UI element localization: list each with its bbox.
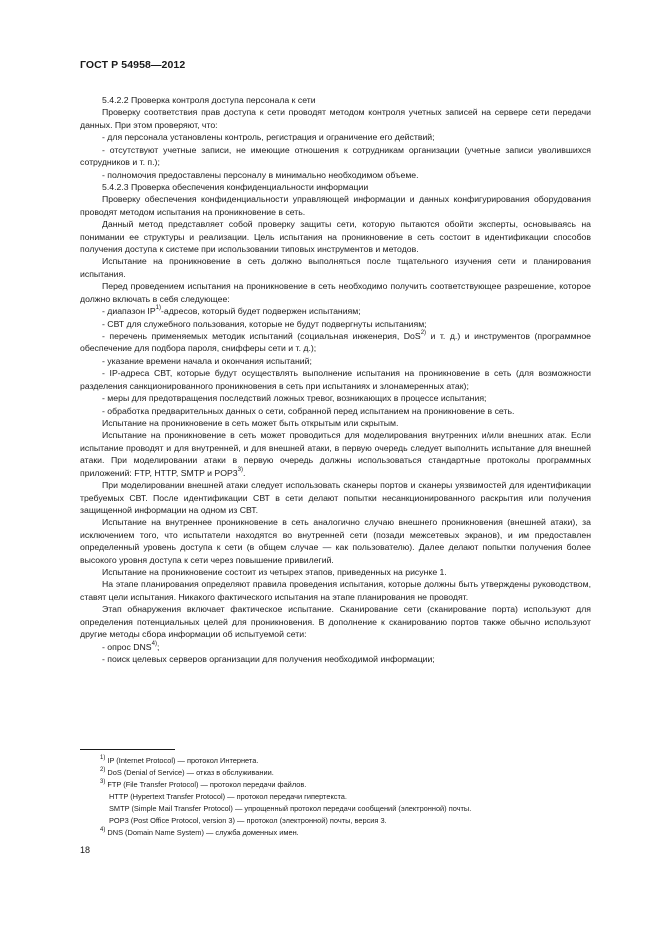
text: . [242,467,246,478]
list-item: - меры для предотвращения последствий ложных тревог, возникающих в процессе испытания; [102,393,487,404]
footnote-text: FTP (File Transfer Protocol) — протокол передачи файлов. [105,780,307,790]
footnote-text: DoS (Denial of Service) — отказ в обслуживании. [105,768,274,778]
footnote-2 [100,767,590,779]
body-text [80,94,591,665]
text: - диапазон IP [102,306,156,317]
footnote-3 [100,779,590,791]
paragraph: Данный метод представляет собой проверку защиты сети, которую пытаются обойти эксперты, основываясь на понимании ее структуры и реализации. Цель испытания на проникновение в сеть состоит в идентификации способов получения доступа к системе при использовании типовых инструментов и методов. [80,219,591,255]
text: - перечень применяемых методик испытаний (социальная инженерия, DoS [102,331,421,342]
list-item: - поиск целевых серверов организации для получения необходимой информации; [102,653,435,664]
paragraph: Испытание на проникновение состоит из четырех этапов, приведенных на рисунке 1. [102,567,447,578]
footnote-separator [80,749,175,750]
list-item: - полномочия предоставлены персоналу в минимально необходимом объеме. [102,169,419,180]
text: - опрос DNS [102,641,152,652]
text: и т. д.) и инструментов (программное обеспечение для подбора пароля, снифферы сети и т. д.); [80,331,592,354]
footnote-3-smtp: SMTP (Simple Mail Transfer Protocol) — упрощенный протокол передачи сообщений (электронной) почты. [109,804,472,814]
paragraph: На этапе планирования определяют правила проведения испытания, которые должны быть утверждены руководством, ставят цели испытания. Никакого фактического испытания на этапе планирования не проводят. [80,579,591,602]
text: -адресов, который будет подвержен испытаниям; [160,306,361,317]
list-item: - для персонала установлены контроль, регистрация и ограничение его действий; [102,132,435,143]
paragraph: Проверку обеспечения конфиденциальности управляющей информации и данных конфигурирования оборудования проводят методом испытания на проникновение в сеть. [80,194,591,217]
paragraph: Этап обнаружения включает фактическое испытание. Сканирование сети (сканирование порта) используют для определения потенциальных целей для проникновения. В дополнение к сканированию портов также обычно используют другие методы сбора информации об испытуемой сети: [80,604,591,640]
text: ; [156,641,160,652]
list-item: - IP-адреса СВТ, которые будут осуществлять выполнение испытания на проникновение в сеть (для возможности разделения санкционированного проникновения в сеть при испытаниях и злонамеренных атак); [80,368,591,391]
footnote-mark: 2) [100,766,106,773]
list-item: - указание времени начала и окончания испытаний; [102,355,312,366]
list-item [80,305,591,317]
footnote-ref: 3) [237,466,243,473]
list-item [80,641,591,653]
footnote-3-pop3: POP3 (Post Office Protocol, version 3) — протокол (электронной) почты, версия 3. [109,816,387,826]
paragraph: При моделировании внешней атаки следует использовать сканеры портов и сканеры уязвимостей для идентификации требуемых СВТ. После идентификации СВТ в сети делают попытки несанкционированного раскрытия или получения защищенной информации на одном из СВТ. [80,480,591,515]
page-number: 18 [80,845,91,855]
paragraph: Испытание на проникновение в сеть должно выполняться после тщательного изучения сети и планирования испытания. [80,256,591,279]
footnote-mark: 4) [100,826,106,833]
standard-header: ГОСТ Р 54958—2012 [80,59,186,71]
list-item: - СВТ для служебного пользования, которые не будут подвергнуты испытаниям; [102,318,427,329]
list-item: - обработка предварительных данных о сети, собранной перед испытанием на проникновение в сеть. [102,405,515,416]
footnote-mark: 3) [100,778,106,785]
paragraph: Испытание на внутреннее проникновение в сеть аналогично случаю внешнего проникновения (внешней атаки), за исключением того, что испытатели находятся во внутренней сети (позади межсетевых экранов), и им предоставлен определенный уровень доступа к сети (в общем случае — как пользователю). Далее делают попытки получения более высокого уровня доступа к сети через повышение привилегий. [80,517,591,565]
paragraph [80,429,591,479]
footnote-text: DNS (Domain Name System) — служба доменных имен. [105,828,299,838]
footnote-ref: 2) [420,330,427,337]
list-item [80,330,591,355]
paragraph: Проверку соответствия прав доступа к сети проводят методом контроля учетных записей на сервере сети передачи данных. При этом проверяют, что: [80,107,591,130]
paragraph: Испытание на проникновение в сеть может быть открытым или скрытым. [102,417,399,428]
footnote-mark: 1) [100,754,106,761]
footnote-1 [100,755,590,767]
paragraph: Перед проведением испытания на проникновение в сеть необходимо получить соответствующее разрешение, которое должно включать в себя следующее: [80,281,591,304]
list-item: - отсутствуют учетные записи, не имеющие отношения к сотрудникам организации (учетные записи уволившихся сотрудников и т. п.); [80,144,591,168]
footnote-text: IP (Internet Protocol) — протокол Интернета. [105,756,259,765]
footnotes [100,755,590,839]
section-heading-5-4-2-2: 5.4.2.2 Проверка контроля доступа персонала к сети [102,95,316,105]
footnote-3-http: HTTP (Hypertext Transfer Protocol) — протокол передачи гипертекста. [109,792,347,802]
footnote-ref: 4) [151,640,157,647]
section-heading-5-4-2-3: 5.4.2.3 Проверка обеспечения конфиденциальности информации [102,181,369,192]
footnote-4 [100,827,590,839]
text: Испытание на проникновение в сеть может проводиться для моделирования внутренних и/или внешних атак. Если испытание проводят и для внутренней, и для внешней атаки, в первую очередь следует выполнить испытание для внешней атаки. При моделировании атаки в первую очередь должны использоваться стандартные протоколы программных приложений: FTP, HTTP, SMTP и POP3 [80,430,591,478]
footnote-ref: 1) [155,305,161,312]
